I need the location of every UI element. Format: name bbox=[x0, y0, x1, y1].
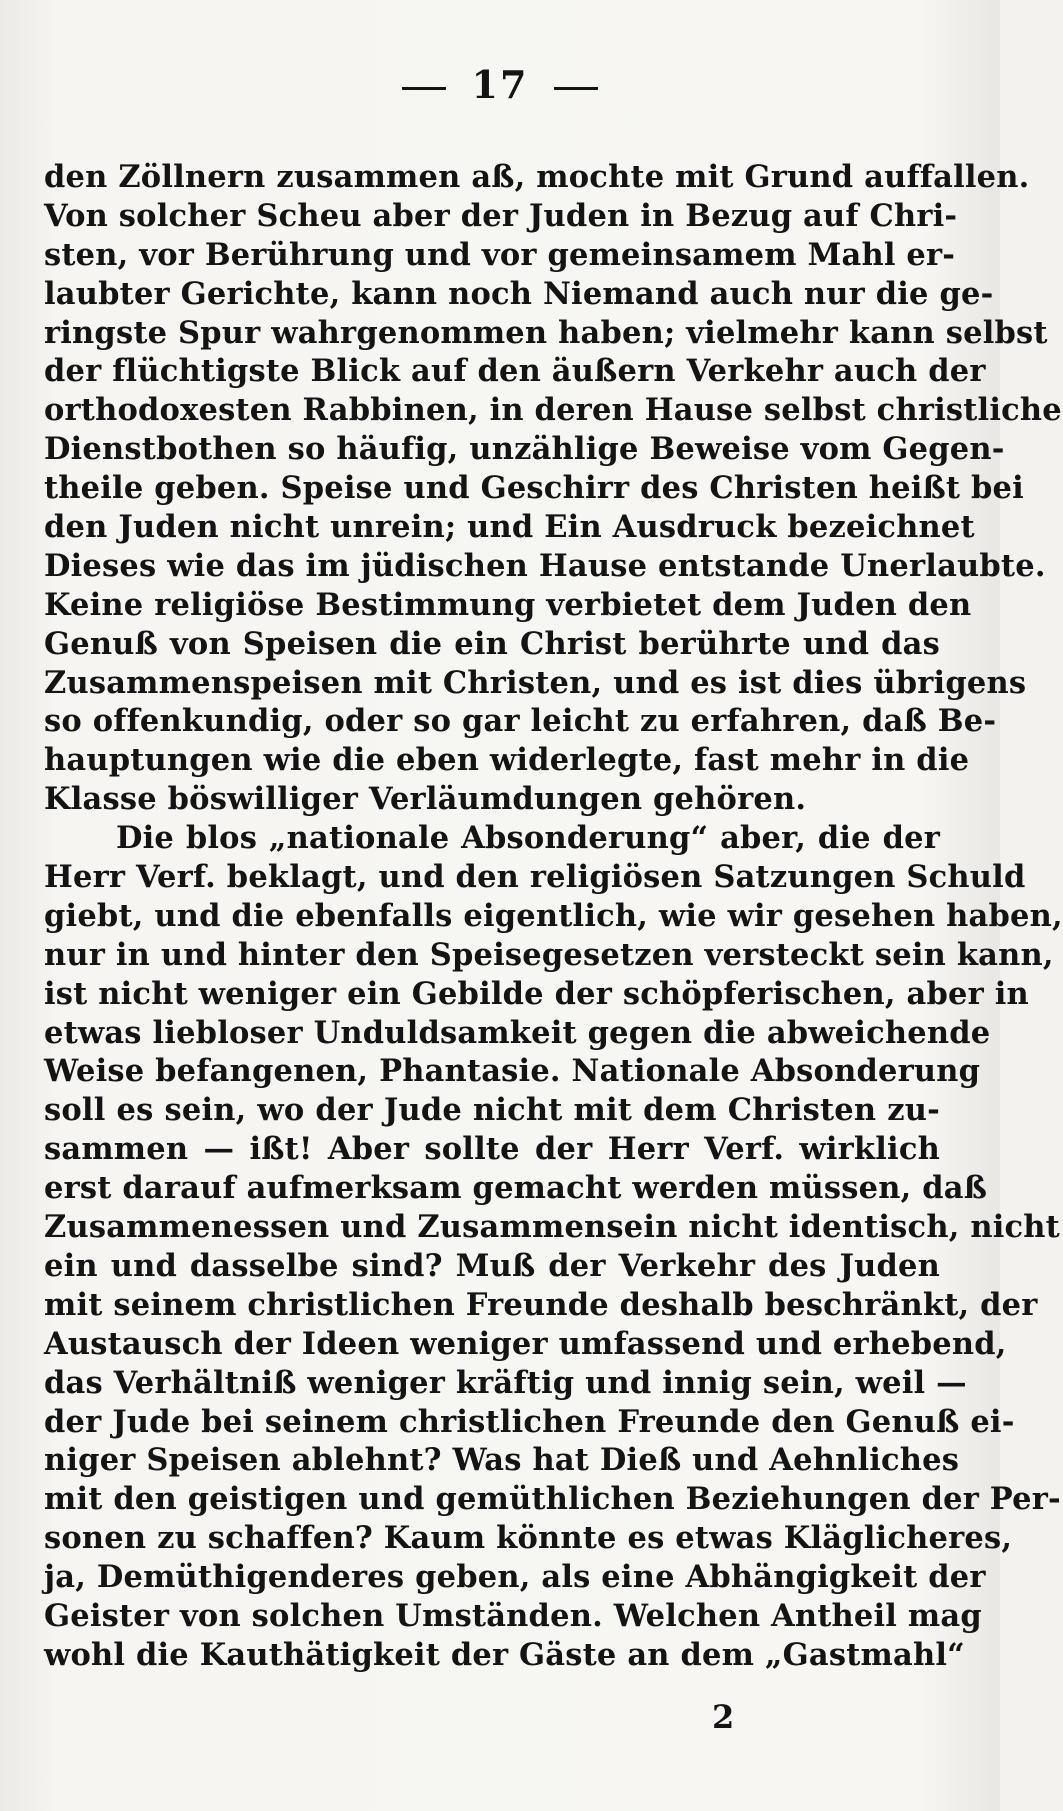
page-number: 17 bbox=[471, 62, 529, 107]
text-line: Zusammenspeisen mit Christen, und es ist dies übrigens bbox=[44, 664, 1027, 701]
text-line: der Jude bei seinem christlichen Freunde den Genuß ei- bbox=[44, 1403, 1015, 1440]
text-line: sammen — ißt! Aber sollte der Herr Verf. wirklich bbox=[44, 1131, 940, 1168]
text-line: ist nicht weniger ein Gebilde der schöpferischen, aber in bbox=[44, 975, 1029, 1012]
text-line: ja, Demüthigenderes geben, als eine Abhängigkeit der bbox=[44, 1559, 986, 1596]
text-line: sten, vor Berührung und vor gemeinsamem Mahl er- bbox=[44, 236, 956, 273]
text-line: das Verhältniß weniger kräftig und innig sein, weil — bbox=[44, 1364, 967, 1401]
text-line: sonen zu schaffen? Kaum könnte es etwas Kläglicheres, bbox=[44, 1520, 1013, 1557]
text-line: Geister von solchen Umständen. Welchen Antheil mag bbox=[44, 1597, 982, 1634]
text-line: laubter Gerichte, kann noch Niemand auch nur die ge- bbox=[44, 275, 994, 312]
text-line: Herr Verf. beklagt, und den religiösen Satzungen Schuld bbox=[44, 859, 1026, 896]
text-line: Zusammenessen und Zusammensein nicht identisch, nicht bbox=[44, 1209, 1060, 1246]
text-line: niger Speisen ablehnt? Was hat Dieß und Aehnliches bbox=[44, 1442, 960, 1479]
text-line: so offenkundig, oder so gar leicht zu erfahren, daß Be- bbox=[44, 703, 997, 740]
header-dash-right bbox=[554, 87, 598, 90]
text-line: theile geben. Speise und Geschirr des Christen heißt bei bbox=[44, 470, 1024, 507]
text-line: etwas liebloser Unduldsamkeit gegen die abweichende bbox=[44, 1014, 991, 1051]
text-line: den Juden nicht unrein; und Ein Ausdruck bezeichnet bbox=[44, 509, 975, 546]
header-dash-left bbox=[402, 87, 446, 90]
text-line: ein und dasselbe sind? Muß der Verkehr des Juden bbox=[44, 1247, 940, 1284]
text-line: orthodoxesten Rabbinen, in deren Hause selbst christliche bbox=[44, 392, 1062, 429]
text-line: mit seinem christlichen Freunde deshalb beschränkt, der bbox=[44, 1286, 1038, 1323]
text-line: Von solcher Scheu aber der Juden in Bezug auf Chri- bbox=[44, 197, 958, 234]
text-line: ringste Spur wahrgenommen haben; vielmehr kann selbst bbox=[44, 314, 1048, 351]
text-line: Klasse böswilliger Verläumdungen gehören. bbox=[44, 781, 807, 818]
text-line: den Zöllnern zusammen aß, mochte mit Grund auffallen. bbox=[44, 159, 1030, 195]
text-line: Keine religiöse Bestimmung verbietet dem Juden den bbox=[44, 586, 972, 623]
text-line: Austausch der Ideen weniger umfassend und erhebend, bbox=[44, 1325, 1007, 1362]
text-line: giebt, und die ebenfalls eigentlich, wie wir gesehen haben, bbox=[44, 897, 1063, 934]
text-line: soll es sein, wo der Jude nicht mit dem Christen zu- bbox=[44, 1092, 940, 1129]
paragraph-first-line: Die blos „nationale Absonderung“ aber, die der bbox=[116, 820, 940, 857]
text-line: Dieses wie das im jüdischen Hause entstande Unerlaubte. bbox=[44, 547, 1046, 584]
body-text bbox=[44, 158, 1063, 1675]
text-line: Weise befangenen, Phantasie. Nationale Absonderung bbox=[44, 1053, 981, 1090]
text-line: nur in und hinter den Speisegesetzen versteckt sein kann, bbox=[44, 936, 1054, 973]
text-line: wohl die Kauthätigkeit der Gäste an dem „Gastmahl“ bbox=[44, 1636, 965, 1673]
signature-mark: 2 bbox=[712, 1698, 735, 1736]
page-header bbox=[0, 62, 1000, 107]
text-line: erst darauf aufmerksam gemacht werden müssen, daß bbox=[44, 1170, 988, 1207]
text-line: mit den geistigen und gemüthlichen Beziehungen der Per- bbox=[44, 1481, 1061, 1518]
text-line: Genuß von Speisen die ein Christ berührte und das bbox=[44, 625, 940, 662]
text-line: der flüchtigste Blick auf den äußern Verkehr auch der bbox=[44, 353, 986, 390]
text-line: Dienstbothen so häufig, unzählige Beweise vom Gegen- bbox=[44, 431, 1005, 468]
text-line: hauptungen wie die eben widerlegte, fast mehr in die bbox=[44, 742, 970, 779]
